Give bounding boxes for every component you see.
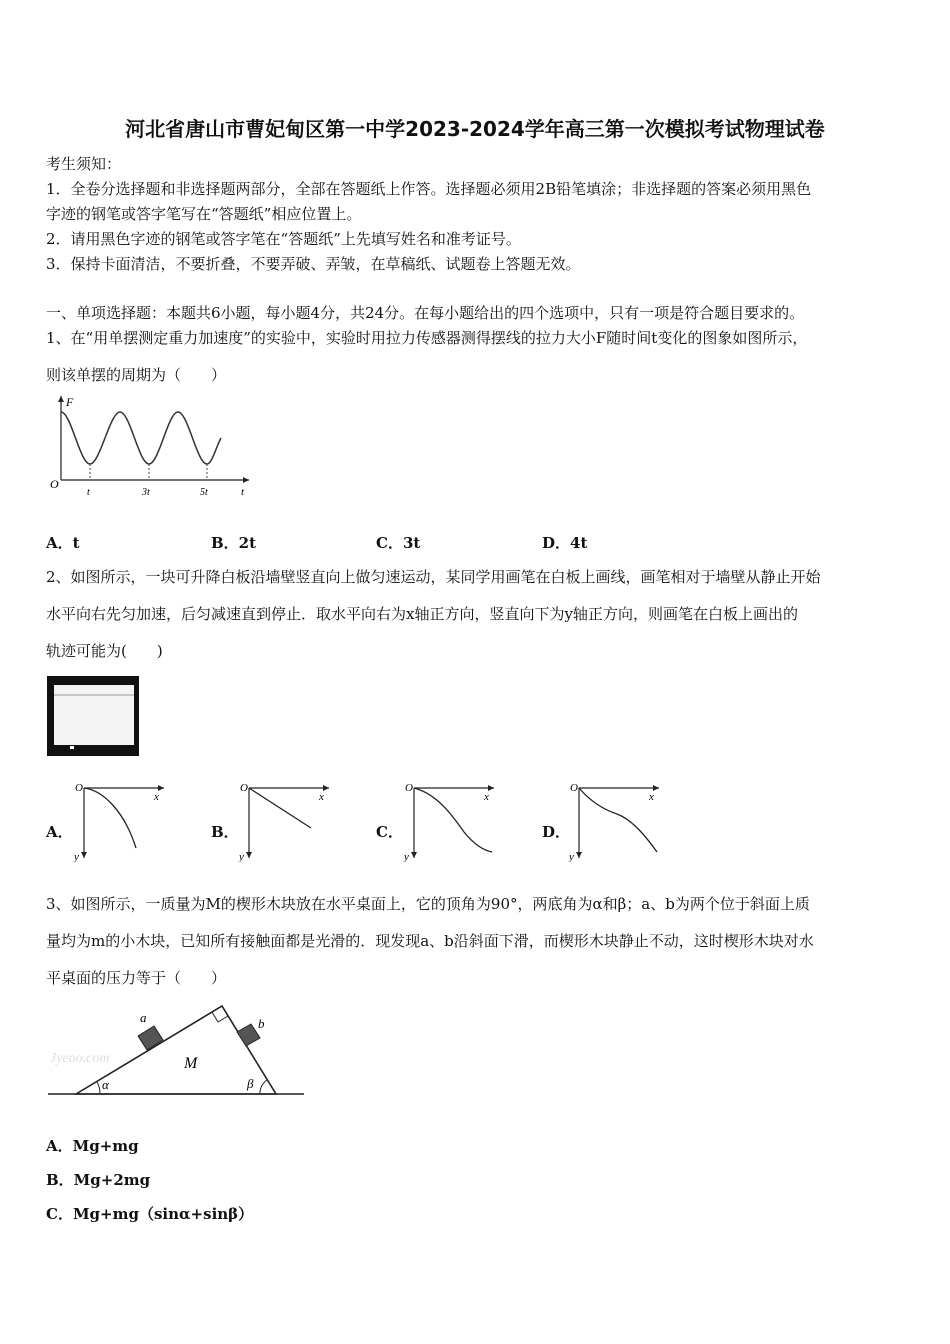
beta-label: β xyxy=(247,1076,254,1091)
wedge-figure xyxy=(44,998,308,1100)
force-curve xyxy=(61,412,221,464)
tick-label-3: 5t xyxy=(200,487,208,498)
origin-label: O xyxy=(50,477,59,491)
block-a-label: a xyxy=(140,1010,147,1025)
origin-label: O xyxy=(570,782,578,794)
x-axis-arrow xyxy=(488,785,494,791)
origin-label: O xyxy=(240,782,248,794)
q1-force-time-graph xyxy=(44,392,254,502)
trajectory-curve xyxy=(414,788,492,852)
q1-option-a[interactable]: A．t xyxy=(46,534,80,552)
x-label: x xyxy=(649,791,654,803)
x-axis-arrow xyxy=(323,785,329,791)
x-axis-label: t xyxy=(241,486,245,498)
y-axis-arrow xyxy=(246,852,252,858)
q2-option-b-graph[interactable] xyxy=(237,780,337,862)
page-title: 河北省唐山市曹妃甸区第一中学2023-2024学年高三第一次模拟考试物理试卷 xyxy=(125,117,825,141)
block-b xyxy=(237,1024,260,1046)
q2-stem-line2: 水平向右先匀加速，后匀减速直到停止．取水平向右为x轴正方向，竖直向下为y轴正方向，则画笔在白板上画出的 xyxy=(46,605,798,623)
q3-stem-line1: 3、如图所示，一质量为M的楔形木块放在水平桌面上，它的顶角为90°，两底角为α和β；a、b为两个位于斜面上质 xyxy=(46,895,810,913)
y-axis-arrow xyxy=(576,852,582,858)
q2-option-a-label[interactable]: A． xyxy=(46,823,73,841)
q1-option-d[interactable]: D．4t xyxy=(542,534,588,552)
tick-label-1: t xyxy=(87,487,90,498)
q2-stem-line1: 2、如图所示，一块可升降白板沿墙壁竖直向上做匀速运动，某同学用画笔在白板上画线，画笔相对于墙壁从静止开始 xyxy=(46,568,821,586)
right-angle-mark xyxy=(212,1012,228,1022)
block-b-label: b xyxy=(258,1016,265,1031)
y-label: y xyxy=(74,851,79,862)
notice-item-3: 3．保持卡面清洁，不要折叠，不要弄破、弄皱，在草稿纸、试题卷上答题无效。 xyxy=(46,255,581,273)
x-label: x xyxy=(154,791,159,803)
q2-option-d-graph[interactable] xyxy=(567,780,667,862)
y-axis-arrow xyxy=(411,852,417,858)
q3-stem-line3: 平桌面的压力等于（ ） xyxy=(46,969,227,987)
origin-label: O xyxy=(75,782,83,794)
q2-option-d-label[interactable]: D． xyxy=(542,823,571,841)
q2-option-a-graph[interactable] xyxy=(72,780,172,862)
y-axis-label: F xyxy=(66,395,74,409)
whiteboard-figure xyxy=(44,672,142,760)
wedge-label: M xyxy=(184,1055,198,1072)
trajectory-curve xyxy=(579,788,657,852)
q2-option-c-label[interactable]: C． xyxy=(376,823,403,841)
q1-option-c[interactable]: C．3t xyxy=(376,534,421,552)
q2-option-c-graph[interactable] xyxy=(402,780,502,862)
notice-item-2: 2．请用黑色字迹的钢笔或答字笔在“答题纸”上先填写姓名和准考证号。 xyxy=(46,230,521,248)
alpha-arc xyxy=(97,1082,100,1094)
q3-option-a[interactable]: A．Mg+mg xyxy=(46,1137,139,1155)
trajectory-curve xyxy=(84,788,136,848)
q1-stem-line2: 则该单摆的周期为（ ） xyxy=(46,366,227,384)
y-axis-arrow xyxy=(58,396,64,402)
q1-stem-line1: 1、在“用单摆测定重力加速度”的实验中，实验时用拉力传感器测得摆线的拉力大小F随时间t变化的图象如图所示， xyxy=(46,329,808,347)
alpha-label: α xyxy=(102,1077,109,1092)
notice-item-1-cont: 字迹的钢笔或答字笔写在“答题纸”相应位置上。 xyxy=(46,205,362,223)
y-label: y xyxy=(239,851,244,862)
notice-heading: 考生须知： xyxy=(46,155,122,173)
tick-label-2: 3t xyxy=(142,487,150,498)
trajectory-line xyxy=(249,788,311,828)
x-axis-arrow xyxy=(243,477,249,483)
section-heading: 一、单项选择题：本题共6小题，每小题4分，共24分。在每小题给出的四个选项中，只有一项是符合题目要求的。 xyxy=(46,304,805,322)
x-label: x xyxy=(484,791,489,803)
beta-arc xyxy=(260,1080,267,1094)
whiteboard-surface xyxy=(54,685,134,745)
watermark: Jyeoo.com xyxy=(50,1051,110,1066)
q3-stem-line2: 量均为m的小木块，已知所有接触面都是光滑的．现发现a、b沿斜面下滑，而楔形木块静止不动，这时楔形木块对水 xyxy=(46,932,814,950)
block-a xyxy=(138,1026,163,1050)
q2-stem-line3: 轨迹可能为( ) xyxy=(46,642,163,660)
q3-option-b[interactable]: B．Mg+2mg xyxy=(46,1171,151,1189)
x-label: x xyxy=(319,791,324,803)
y-label: y xyxy=(569,851,574,862)
notice-item-1: 1．全卷分选择题和非选择题两部分，全部在答题纸上作答。选择题必须用2B铅笔填涂；非选择题的答案必须用黑色 xyxy=(46,180,812,198)
y-axis-arrow xyxy=(81,852,87,858)
x-axis-arrow xyxy=(653,785,659,791)
q1-option-b[interactable]: B．2t xyxy=(211,534,257,552)
x-axis-arrow xyxy=(158,785,164,791)
q2-option-b-label[interactable]: B． xyxy=(211,823,239,841)
whiteboard-marker xyxy=(70,746,74,749)
y-label: y xyxy=(404,851,409,862)
q3-option-c[interactable]: C．Mg+mg（sinα+sinβ） xyxy=(46,1205,254,1223)
origin-label: O xyxy=(405,782,413,794)
